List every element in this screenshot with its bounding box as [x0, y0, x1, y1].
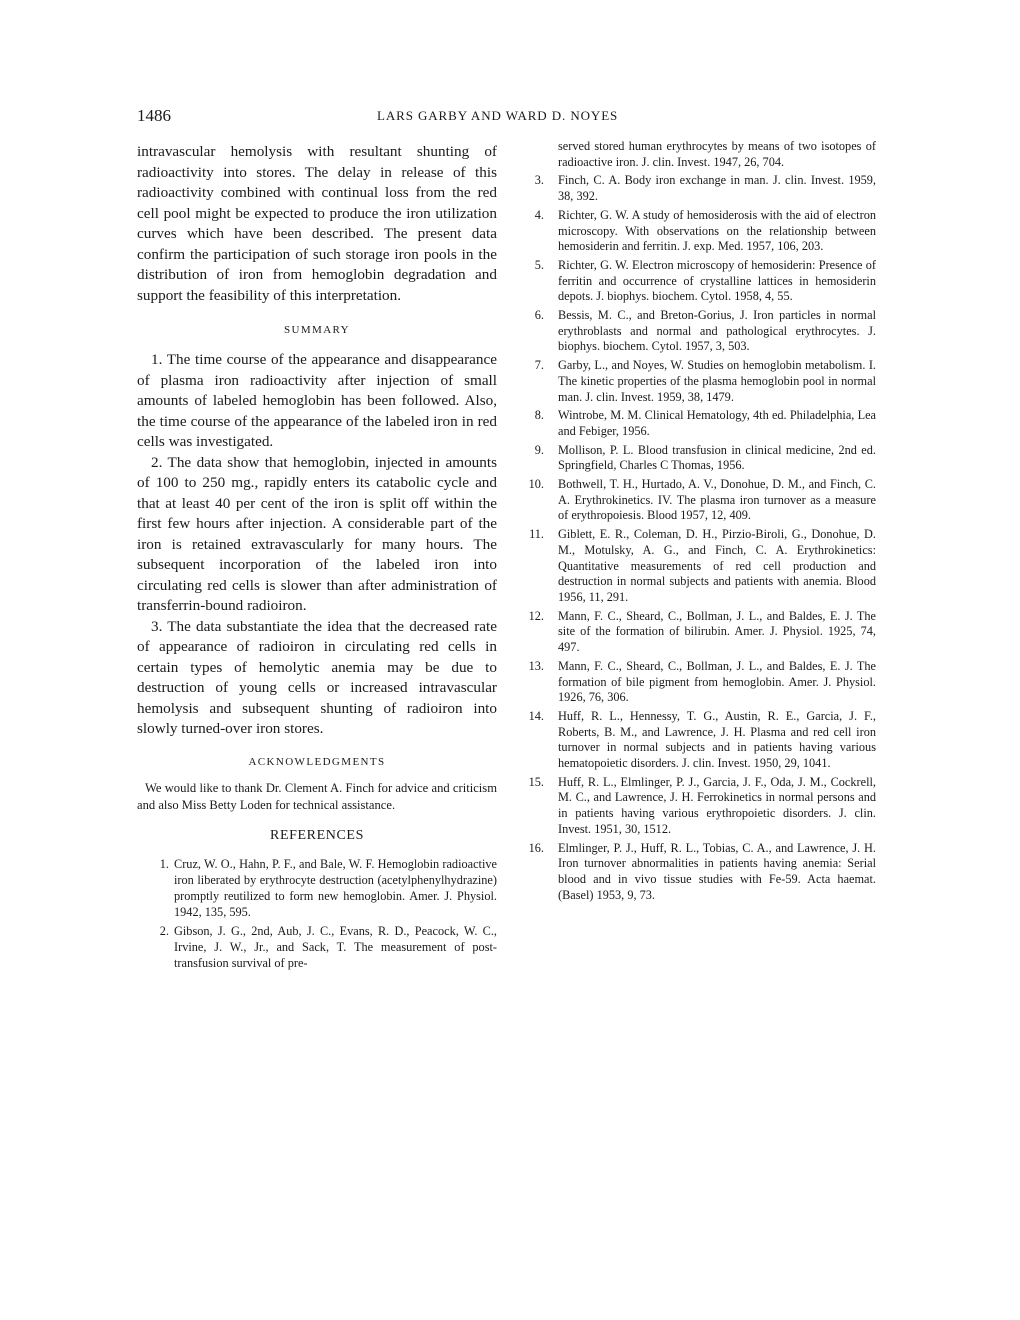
- right-column: [520, 139, 876, 906]
- summary-heading: SUMMARY: [283, 324, 351, 336]
- reference-number: 1.: [159, 856, 169, 871]
- reference-number: 5.: [534, 257, 544, 272]
- reference-item: [520, 358, 876, 405]
- reference-number: 11.: [529, 527, 544, 542]
- reference-number: 4.: [534, 207, 544, 222]
- reference-number: 8.: [534, 408, 544, 423]
- references-heading: REFERENCES: [270, 827, 364, 843]
- reference-item: [520, 609, 876, 656]
- reference-text: Bessis, M. C., and Breton-Gorius, J. Iron particles in normal erythroblasts and normal and pathological erythrocytes. J. biophys. biochem. Cytol. 1957, 3, 503.: [558, 308, 876, 354]
- reference-item: [520, 258, 876, 305]
- reference-text: Giblett, E. R., Coleman, D. H., Pirzio-Biroli, G., Donohue, D. M., Motulsky, A. G., and Finch, C. A. Erythrokinetics: Quantitative measurements of red cell production and destruction in normal subjects and patients with anemia. Blood 1956, 11, 291.: [558, 527, 876, 604]
- reference-item: [520, 443, 876, 474]
- reference-text: Mann, F. C., Sheard, C., Bollman, J. L., and Baldes, E. J. The site of the formation of bilirubin. Amer. J. Physiol. 1925, 74, 497.: [558, 608, 876, 655]
- reference-text: Wintrobe, M. M. Clinical Hematology, 4th ed. Philadelphia, Lea and Febiger, 1956.: [558, 408, 876, 438]
- reference-item: [520, 841, 876, 904]
- reference-item: [137, 856, 497, 920]
- reference-number: 7.: [534, 358, 544, 373]
- page-number: 1486: [137, 106, 171, 125]
- reference-number: 13.: [528, 658, 544, 673]
- left-column: [137, 142, 497, 974]
- reference-text: Cruz, W. O., Hahn, P. F., and Bale, W. F. Hemoglobin radioactive iron liberated by erythrocyte destruction (acetylphenylhydrazine) promptly reutilized to form new hemoglobin. Amer. J. Physiol. 1942, 135, 595.: [174, 856, 497, 919]
- reference-number: 10.: [528, 477, 544, 492]
- reference-item: [520, 709, 876, 772]
- reference-text: Mann, F. C., Sheard, C., Bollman, J. L., and Baldes, E. J. The formation of bile pigment from hemoglobin. Amer. J. Physiol. 1926, 76, 306.: [558, 658, 876, 705]
- reference-item: [137, 923, 497, 971]
- reference-item: [520, 308, 876, 355]
- summary-point-2: 2. The data show that hemoglobin, injected in amounts of 100 to 250 mg., rapidly enters its catabolic cycle and that at least 40 per cent of the iron is split off within the first few hours after injection. A considerable part of the iron is retained extravascularly for many hours. The subsequent incorporation of the labeled iron into circulating red cells is slower than after administration of transferrin-bound radioiron.: [137, 453, 497, 614]
- reference-text: Bothwell, T. H., Hurtado, A. V., Donohue, D. M., and Finch, C. A. Erythrokinetics. IV. The plasma iron turnover as a measure of erythropoiesis. Blood 1957, 12, 409.: [558, 477, 876, 523]
- reference-item: [520, 527, 876, 606]
- reference-text: Gibson, J. G., 2nd, Aub, J. C., Evans, R. D., Peacock, W. C., Irvine, J. W., Jr., and Sack, T. The measurement of post-transfusion survival of pre-: [174, 923, 497, 971]
- continued-paragraph: intravascular hemolysis with resultant shunting of radioactivity into stores. The delay in release of this radioactivity combined with continual loss from the red cell pool might be expected to produce the iron utilization curves which have been described. The present data confirm the participation of such storage iron pools in the distribution of iron from hemoglobin degradation and support the feasibility of this interpretation.: [137, 143, 497, 304]
- reference-item: [520, 477, 876, 524]
- running-head-authors: LARS GARBY AND WARD D. NOYES: [377, 108, 619, 123]
- reference-number: 3.: [534, 173, 544, 188]
- reference-text: Huff, R. L., Elmlinger, P. J., Garcia, J. F., Oda, J. M., Cockrell, M. C., and Lawrence, J. H. Ferrokinetics in normal persons and in patients having various erythropoietic disorders. J. clin. Invest. 1951, 30, 1512.: [558, 774, 876, 836]
- reference-list-left: [137, 856, 497, 972]
- reference-number: 14.: [528, 708, 544, 723]
- reference-text: Garby, L., and Noyes, W. Studies on hemoglobin metabolism. I. The kinetic properties of the plasma hemoglobin pool in normal man. J. clin. Invest. 1959, 38, 1479.: [558, 358, 876, 404]
- reference-text: Elmlinger, P. J., Huff, R. L., Tobias, C. A., and Lawrence, J. H. Iron turnover abnormalities in patients having anemia: Serial blood and in vivo tissue studies with Fe-59. Acta haemat. (Basel) 1953, 9, 73.: [558, 840, 876, 902]
- summary-point-1: 1. The time course of the appearance and disappearance of plasma iron radioactivity after injection of small amounts of labeled hemoglobin has been followed. Also, the time course of the appearance of the labeled iron in red cells was investigated.: [137, 351, 497, 450]
- reference-item: [520, 208, 876, 255]
- reference-list-right: [520, 173, 876, 903]
- reference-number: 12.: [528, 608, 544, 623]
- acknowledgments-text: We would like to thank Dr. Clement A. Finch for advice and criticism and also Miss Betty Loden for technical assistance.: [137, 780, 497, 812]
- reference-text: Mollison, P. L. Blood transfusion in clinical medicine, 2nd ed. Springfield, Charles C Thomas, 1956.: [558, 442, 876, 473]
- reference-number: 9.: [534, 442, 544, 457]
- reference-text: Richter, G. W. A study of hemosiderosis with the aid of electron microscopy. With observations on the relationship between hemosiderin and ferritin. J. exp. Med. 1957, 106, 203.: [558, 207, 876, 254]
- reference-text: Richter, G. W. Electron microscopy of hemosiderin: Presence of ferritin and occurrence of crystalline lattices in hemosiderin depots. J. biophys. biochem. Cytol. 1958, 4, 55.: [558, 257, 876, 304]
- reference-number: 15.: [528, 774, 544, 789]
- reference-number: 2.: [159, 923, 169, 938]
- reference-text: Finch, C. A. Body iron exchange in man. J. clin. Invest. 1959, 38, 392.: [558, 173, 876, 204]
- reference-number: 6.: [534, 308, 544, 323]
- reference-item: [520, 408, 876, 439]
- reference-continuation: served stored human erythrocytes by means of two isotopes of radioactive iron. J. clin. Invest. 1947, 26, 704.: [558, 139, 876, 169]
- reference-item: [520, 173, 876, 204]
- acknowledgments-heading: ACKNOWLEDGMENTS: [248, 755, 386, 768]
- reference-item: [520, 659, 876, 706]
- reference-number: 16.: [528, 840, 544, 855]
- reference-text: Huff, R. L., Hennessy, T. G., Austin, R. E., Garcia, J. F., Roberts, B. M., and Lawrence, J. H. Plasma and red cell iron turnover in normal subjects and in patients having various hematopoietic disorders. J. clin. Invest. 1950, 29, 1041.: [558, 708, 876, 771]
- summary-point-3: 3. The data substantiate the idea that the decreased rate of appearance of radioiron in circulating red cells in certain types of hemolytic anemia may be due to destruction of young cells or increased intravascular hemolysis and subsequent shunting of radioiron into slowly turned-over iron stores.: [137, 617, 497, 737]
- reference-item: [520, 775, 876, 838]
